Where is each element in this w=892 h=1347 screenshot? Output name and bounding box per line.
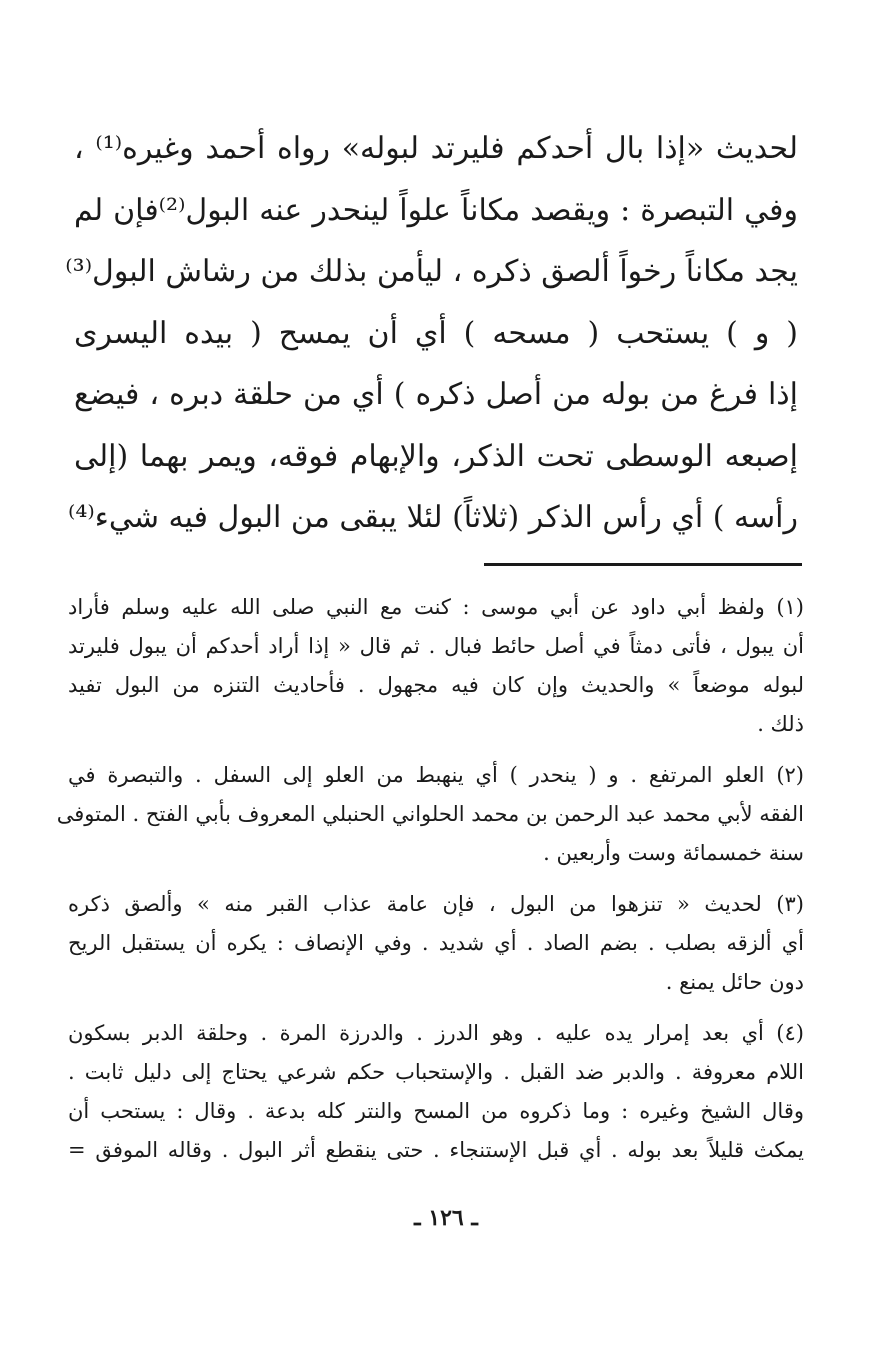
page-number: ـ ١٢٦ ـ: [414, 1205, 478, 1231]
main-text-line: لحديث «إذا بال أحدكم فليرتد لبوله» رواه أحمد وغيره⁽¹⁾ ،: [74, 131, 798, 166]
footnote-3: [68, 885, 804, 1002]
footnote-line: دون حائل يمنع .: [665, 970, 804, 994]
footnote-line: (٤) أي بعد إمرار يده عليه . وهو الدرز . والدرزة المرة . وحلقة الدبر بسكون: [68, 1021, 804, 1045]
footnote-line: أي ألزقه بصلب . بضم الصاد . أي شديد . وفي الإنصاف : يكره أن يستقبل الريح: [68, 931, 804, 955]
main-text-line: إذا فرغ من بوله من أصل ذكره ) أي من حلقة دبره ، فيضع: [74, 377, 798, 412]
main-text-line: يجد مكاناً رخواً ألصق ذكره ، ليأمن بذلك من رشاش البول⁽³⁾: [65, 254, 798, 289]
footnote-line: لبوله موضعاً » والحديث وإن كان فيه مجهول . فأحاديث التنزه من البول تفيد: [68, 673, 804, 697]
footnote-line: أن يبول ، فأتى دمثاً في أصل حائط فبال . ثم قال « إذا أراد أحدكم أن يبول فليرتد: [68, 634, 804, 658]
footnote-separator-rule: [484, 563, 802, 566]
main-text-line: رأسه ) أي رأس الذكر (ثلاثاً) لئلا يبقى من البول فيه شيء⁽⁴⁾: [67, 500, 798, 535]
footnote-line: الفقه لأبي محمد عبد الرحمن بن محمد الحلواني الحنبلي المعروف بأبي الفتح . المتوفى: [56, 802, 804, 826]
main-text-line: ( و ) يستحب ( مسحه ) أي أن يمسح ( بيده اليسرى: [74, 315, 798, 351]
footnote-1: [68, 588, 804, 744]
footnote-line: ذلك .: [757, 712, 804, 736]
footnote-line: اللام معروفة . والدبر ضد القبل . والإستحباب حكم شرعي يحتاج إلى دليل ثابت .: [68, 1060, 804, 1084]
footnotes-section: [56, 588, 804, 1182]
main-text-line: وفي التبصرة : ويقصد مكاناً علواً لينحدر عنه البول⁽²⁾فإن لم: [74, 192, 798, 228]
footnote-line: (١) ولفظ أبي داود عن أبي موسى : كنت مع النبي صلى الله عليه وسلم فأراد: [68, 595, 804, 619]
footnote-4: [68, 1014, 804, 1170]
footnote-2: [56, 756, 804, 873]
footnote-line: (٢) العلو المرتفع . و ( ينحدر ) أي ينهبط من العلو إلى السفل . والتبصرة في: [68, 763, 804, 787]
main-text-line: إصبعه الوسطى تحت الذكر، والإبهام فوقه، ويمر بهما (إلى: [74, 438, 798, 474]
footnote-line: سنة خمسمائة وست وأربعين .: [543, 841, 804, 865]
footnote-line: (٣) لحديث « تنزهوا من البول ، فإن عامة عذاب القبر منه » وألصق ذكره: [68, 892, 804, 916]
main-body-text: [65, 118, 798, 549]
footnote-line: يمكث قليلاً بعد بوله . أي قبل الإستنجاء . حتى ينقطع أثر البول . وقاله الموفق =: [68, 1138, 804, 1162]
footnote-line: وقال الشيخ وغيره : وما ذكروه من المسح والنتر كله بدعة . وقال : يستحب أن: [68, 1099, 804, 1123]
